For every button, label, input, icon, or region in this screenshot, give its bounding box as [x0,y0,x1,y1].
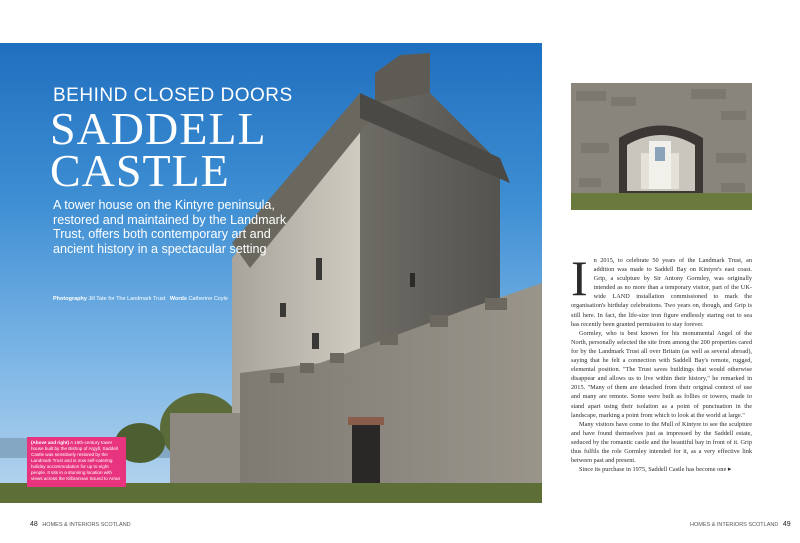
magazine-name-left: HOMES & INTERIORS SCOTLAND [42,522,131,528]
magazine-name-right: HOMES & INTERIORS SCOTLAND [690,522,779,528]
article-kicker: BEHIND CLOSED DOORS [53,85,293,106]
words-credit-value: Catherine Coyle [188,296,228,302]
title-line-1: SADDELL [50,103,267,154]
words-credit-label: Words [169,296,187,302]
body-paragraph-3: Many visitors have come to the Mull of Kintyre to see the sculpture and have found themselves just as impressed by the Saddell estate, seduced by the romantic castle and the beautiful bay in front of it. Grip thus fulfils the role Gormley intended for it, as a very effective link between past and present. [571,420,752,465]
body-paragraph-1: n 2015, to celebrate 50 years of the Landmark Trust, an addition was made to Saddell Bay on Kintyre's east coast. Grip, a sculpture by Sir Antony Gormley, was originally intended as no more than a temporary visitor, part of the UK-wide LAND installation commissioned to mark the organisation's birthday celebrations. Two years on, though, and Grip is still here. In fact, the life-size iron figure endlessly staring out to sea has recently been granted permission to stay forever. [571,257,752,328]
title-line-2: CASTLE [50,145,230,196]
article-standfirst: A tower house on the Kintyre peninsula, restored and maintained by the Landmark Trust, offers both contemporary art and ancient history in a spectacular setting [53,198,287,256]
drop-cap: I [571,250,588,306]
body-paragraph-2: Gormley, who is best known for his monumental Angel of the North, personally selected the site from among the 200 properties cared for by the Landmark Trust all over Britain (as well as several abroad), saying that he felt a connection with Saddell Bay's remote, rugged, elemental position. "The Trust saves buildings that would otherwise disappear and allows us to live within their history," he remarked in 2015. "Many of them are detached from their original context of use and many are remote. Some were built as follies or towers, made to stand apart using their isolation as a point of punctuation in the landscape, marking a point from which to look at the world at large." [571,329,752,419]
footer-right [690,521,794,528]
body-paragraph-4-text: Since its purchase in 1975, Saddell Castle has become one [579,466,727,474]
article-title [50,103,267,196]
photo-caption [27,437,126,487]
footer-left [27,521,131,528]
page-number-right: 49 [782,521,791,528]
interior-archway-photo [571,83,752,210]
continue-arrow-icon: ▸ [727,465,732,474]
photo-credit-label: Photography [53,296,87,302]
article-credits [53,296,228,302]
caption-text: A 16th-century tower house built by the Bishop of Argyll, Saddell Castle was sensitively restored by the Landmark Trust and is now self-catering holiday accommodation for up to eight people. It sits in a stunning location with views across the Kilbrannan Sound to Arran [31,440,121,481]
page-number-left: 48 [30,521,38,528]
caption-lead: (Above and right) [31,440,70,445]
photo-credit-value: Jill Tate for The Landmark Trust [88,296,166,302]
archway-illustration [571,83,752,210]
body-paragraph-4 [571,465,752,474]
article-body [571,250,752,474]
